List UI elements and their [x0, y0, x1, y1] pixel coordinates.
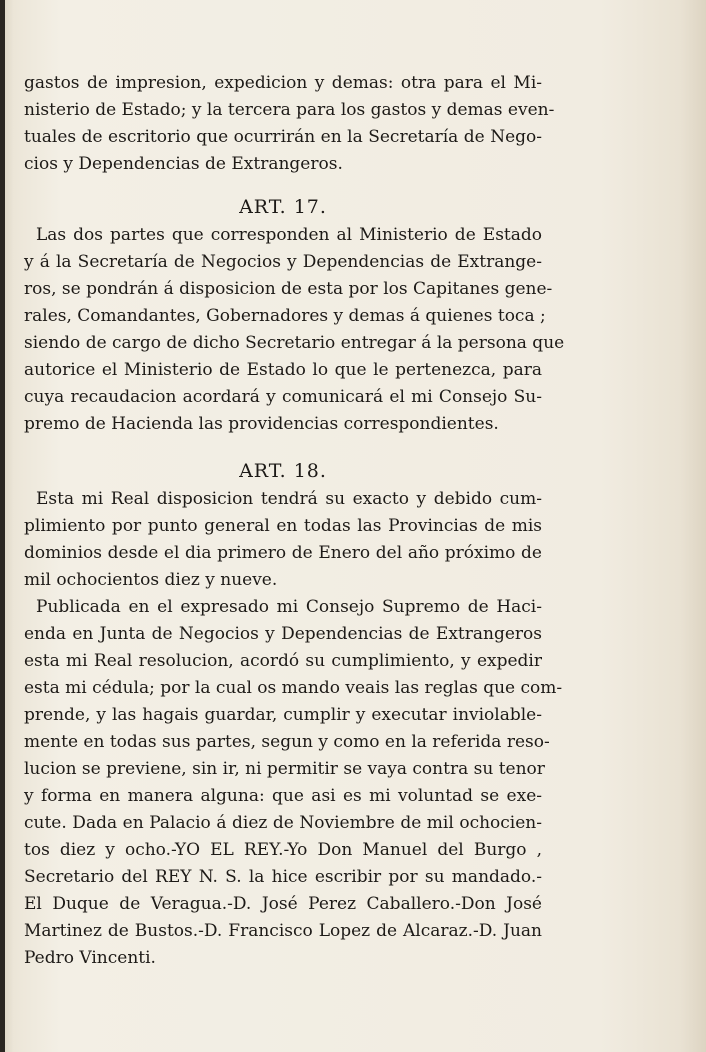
- closing-paragraph: [24, 594, 563, 972]
- text-line: Secretario del REY N. S. la hice escribir por su mandado.-: [24, 867, 542, 887]
- text-line: El Duque de Veragua.-D. José Perez Caballero.-Don José: [24, 894, 542, 914]
- article-18-paragraph: [24, 486, 544, 594]
- text-line: cuya recaudacion acordará y comunicará el mi Consejo Su-: [24, 387, 542, 407]
- text-line: mente en todas sus partes, segun y como en la referida reso-: [24, 732, 550, 752]
- text-line: mil ochocientos diez y nueve.: [24, 570, 278, 590]
- text-line: prende, y las hagais guardar, cumplir y executar inviolable-: [24, 705, 542, 725]
- text-line: cute. Dada en Palacio á diez de Noviembre de mil ochocien-: [24, 813, 542, 833]
- text-line: Las dos partes que corresponden al Ministerio de Estado: [36, 225, 542, 245]
- text-line: enda en Junta de Negocios y Dependencias de Extrangeros: [24, 624, 542, 644]
- intro-paragraph: [24, 70, 555, 178]
- text-line: dominios desde el dia primero de Enero del año próximo de: [24, 543, 542, 563]
- text-line: Pedro Vincenti.: [24, 948, 156, 968]
- text-line: Publicada en el expresado mi Consejo Supremo de Haci-: [36, 597, 542, 617]
- text-line: Esta mi Real disposicion tendrá su exacto y debido cum-: [36, 489, 542, 509]
- text-line: ros, se pondrán á disposicion de esta por los Capitanes gene-: [24, 279, 553, 299]
- text-line: Martinez de Bustos.-D. Francisco Lopez de Alcaraz.-D. Juan: [24, 921, 542, 941]
- document-text: [24, 70, 565, 972]
- text-line: gastos de impresion, expedicion y demas: otra para el Mi-: [24, 73, 542, 93]
- text-line: esta mi cédula; por la cual os mando veais las reglas que com-: [24, 678, 563, 698]
- text-line: tuales de escritorio que ocurrirán en la Secretaría de Nego-: [24, 127, 542, 147]
- text-line: y á la Secretaría de Negocios y Dependencias de Extrange-: [24, 252, 542, 272]
- text-line: cios y Dependencias de Extrangeros.: [24, 154, 343, 174]
- text-line: tos diez y ocho.-YO EL REY.-Yo Don Manuel del Burgo ,: [24, 840, 542, 860]
- text-line: nisterio de Estado; y la tercera para los gastos y demas even-: [24, 100, 555, 120]
- text-line: siendo de cargo de dicho Secretario entregar á la persona que: [24, 333, 565, 353]
- text-line: premo de Hacienda las providencias correspondientes.: [24, 414, 499, 434]
- text-line: rales, Comandantes, Gobernadores y demas á quienes toca ;: [24, 306, 546, 326]
- article-18-heading: ART. 18.: [239, 460, 327, 482]
- text-line: autorice el Ministerio de Estado lo que le pertenezca, para: [24, 360, 542, 380]
- text-line: plimiento por punto general en todas las Provincias de mis: [24, 516, 542, 536]
- book-spine-edge: [0, 0, 5, 1052]
- text-line: y forma en manera alguna: que asi es mi voluntad se exe-: [24, 786, 542, 806]
- text-line: lucion se previene, sin ir, ni permitir se vaya contra su tenor: [24, 759, 545, 779]
- article-17-paragraph: [24, 222, 565, 438]
- text-line: esta mi Real resolucion, acordó su cumplimiento, y expedir: [24, 651, 542, 671]
- article-17-heading: ART. 17.: [239, 196, 327, 218]
